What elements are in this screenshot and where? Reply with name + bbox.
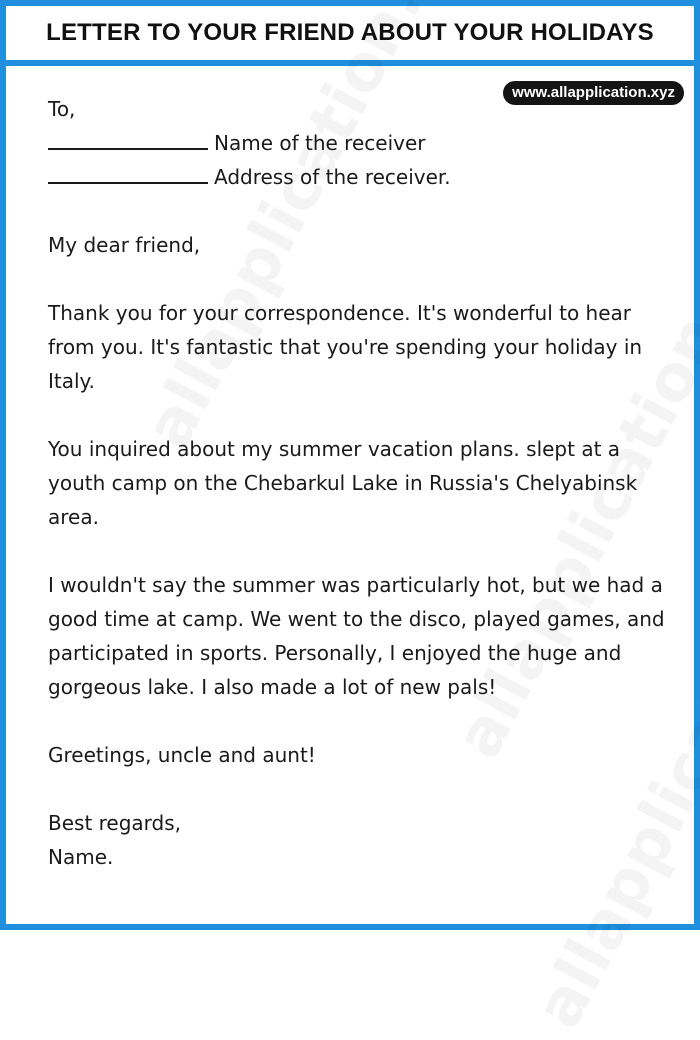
- greeting: My dear friend,: [48, 233, 201, 257]
- receiver-address-label: Address of the receiver.: [214, 165, 451, 189]
- paragraph-4: Greetings, uncle and aunt!: [48, 743, 316, 767]
- page-title: LETTER TO YOUR FRIEND ABOUT YOUR HOLIDAYS: [46, 19, 654, 46]
- title-bar: [6, 6, 694, 66]
- blank-line: [48, 126, 208, 150]
- blank-line: [48, 160, 208, 184]
- closing: Best regards,: [48, 811, 182, 835]
- signature: Name.: [48, 845, 114, 869]
- paragraph-1: Thank you for your correspondence. It's wonderful to hear from you. It's fantastic that you're spending your holiday in Italy.: [48, 301, 643, 393]
- receiver-name-label: Name of the receiver: [214, 131, 426, 155]
- receiver-address-line: [48, 160, 668, 194]
- salutation-to: To,: [48, 97, 76, 121]
- letter-body: [48, 92, 668, 874]
- paragraph-3: I wouldn't say the summer was particularly hot, but we had a good time at camp. We went to the disco, played games, and participated in sports. Personally, I enjoyed the huge and gorgeous lake. I also made a lot of new pals!: [48, 573, 665, 699]
- website-badge: www.allapplication.xyz: [503, 81, 684, 105]
- paragraph-2: You inquired about my summer vacation plans. slept at a youth camp on the Chebarkul Lake in Russia's Chelyabinsk area.: [48, 437, 638, 529]
- receiver-name-line: [48, 126, 668, 160]
